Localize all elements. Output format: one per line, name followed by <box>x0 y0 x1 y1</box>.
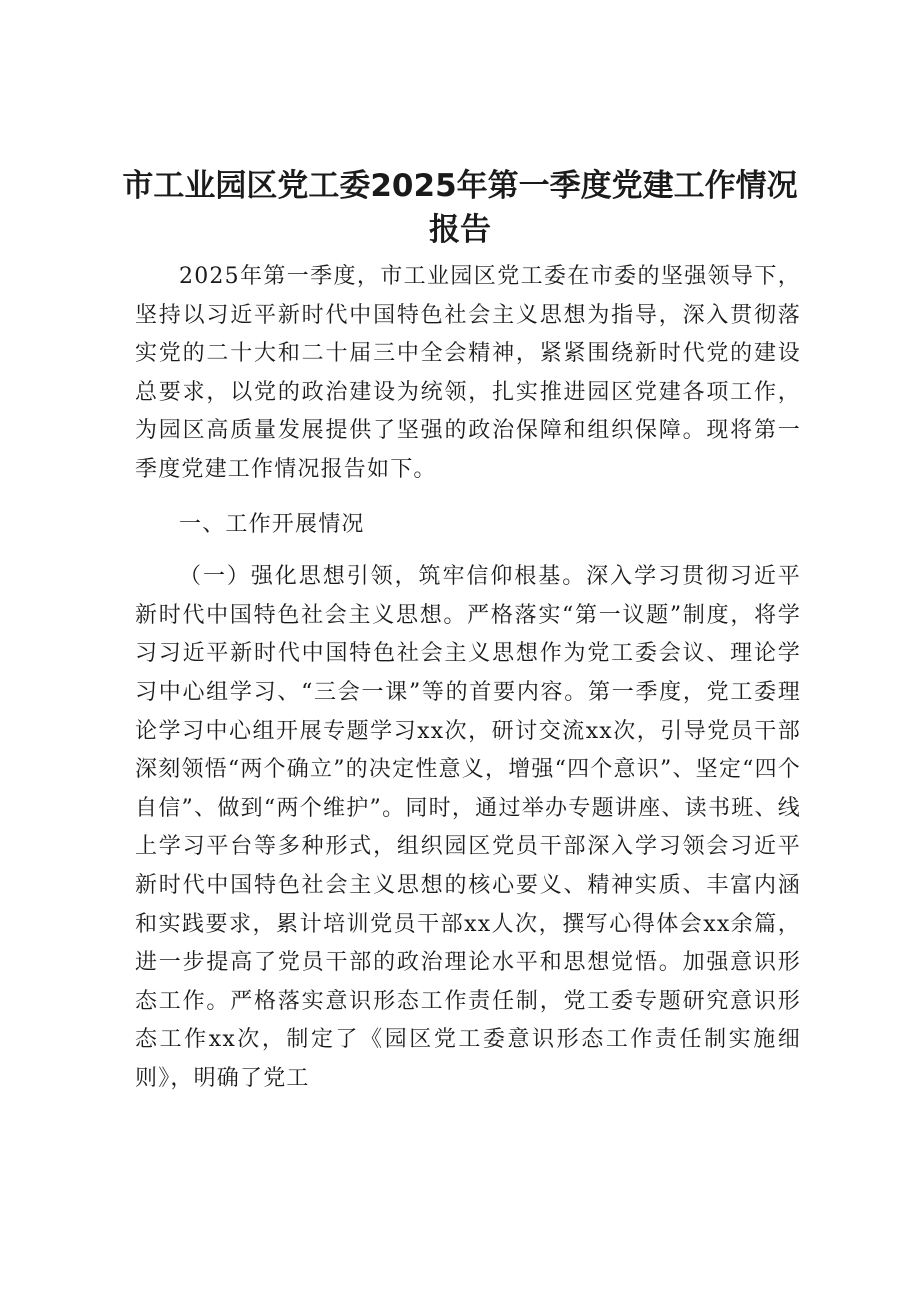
section-paragraph: （一）强化思想引领，筑牢信仰根基。深入学习贯彻习近平新时代中国特色社会主义思想。严格落实“第一议题”制度，将学习习近平新时代中国特色社会主义思想作为党工委会议、理论学习中心组学习、“三会一课”等的首要内容。第一季度，党工委理论学习中心组开展专题学习xx次，研讨交流xx次，引导党员干部深刻领悟“两个确立”的决定性意义，增强“四个意识”、坚定“四个自信”、做到“两个维护”。同时，通过举办专题讲座、读书班、线上学习平台等多种形式，组织园区党员干部深入学习领会习近平新时代中国特色社会主义思想的核心要义、精神实质、丰富内涵和实践要求，累计培训党员干部xx人次，撰写心得体会xx余篇，进一步提高了党员干部的政治理论水平和思想觉悟。加强意识形态工作。严格落实意识形态工作责任制，党工委专题研究意识形态工作xx次，制定了《园区党工委意识形态工作责任制实施细则》，明确了党工 <box>135 564 801 1091</box>
document-body <box>135 258 801 1098</box>
section-heading: 一、工作开展情况 <box>179 511 365 537</box>
document-title: 市工业园区党工委2025年第一季度党建工作情况报告 <box>122 168 798 248</box>
intro-paragraph: 2025年第一季度，市工业园区党工委在市委的坚强领导下，坚持以习近平新时代中国特色社会主义思想为指导，深入贯彻落实党的二十大和二十届三中全会精神，紧紧围绕新时代党的建设总要求，以党的政治建设为统领，扎实推进园区党建各项工作，为园区高质量发展提供了坚强的政治保障和组织保障。现将第一季度党建工作情况报告如下。 <box>135 264 801 482</box>
